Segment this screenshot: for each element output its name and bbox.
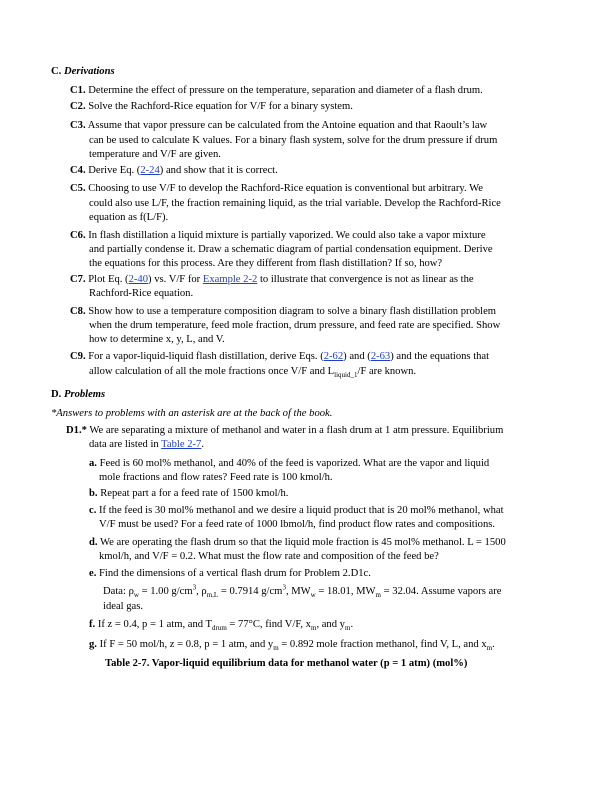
problem-d1-line2: data are listed in Table 2-7.: [89, 439, 204, 450]
item-c4: C4. Derive Eq. (2-24) and show that it is correct.: [70, 165, 278, 176]
item-c6-line3: the equations for this process. Are they different from flash distillation? If so, how?: [89, 258, 443, 269]
example-2-2-link[interactable]: Example 2-2: [202, 274, 258, 285]
item-c9: C9. For a vapor-liquid-liquid flash distillation, derive Eqs. (2-62) and (2-63) and the equations that: [70, 351, 490, 362]
part-d-line2: kmol/h, and V/F = 0.2. What must the flow rate and composition of the feed be?: [99, 551, 439, 562]
part-c-line2: V/F must be used? For a feed rate of 1000 lbmol/h, find product flow rates and compositions.: [99, 519, 496, 530]
item-c1: C1. Determine the effect of pressure on the temperature, separation and diameter of a flash drum.: [70, 85, 483, 96]
item-c7-line2: Rachford-Rice equation.: [89, 288, 194, 299]
part-e-data: Data: $\rho_w = 1.00$ $g/cm^3$, $\rho_{m,L} = 0.7914$ $g/cm^3$, $MW_w = 18.01$, $MW_m = 32.04$. Assume vapors are: [103, 583, 502, 600]
eq-2-62-link[interactable]: 2-62: [323, 351, 344, 362]
item-c3-line2: can be used to calculate K values. For a binary flash system, solve for the drum pressure if drum: [89, 135, 498, 146]
item-c6: C6. In flash distillation a liquid mixture is partially vaporized. We could also take a vapor mixture: [70, 230, 486, 241]
part-d: d. We are operating the flash drum so that the liquid mole fraction is 45 mol% methanol. L = 1500: [89, 537, 506, 548]
part-b: b. Repeat part a for a feed rate of 1500 kmol/h.: [89, 488, 289, 499]
section-d-heading: D. Problems: [51, 389, 106, 400]
eq-2-24-link[interactable]: 2-24: [140, 165, 160, 176]
table-2-7-caption: Table 2-7. Vapor-liquid equilibrium data for methanol water (p = 1 atm) (mol%): [105, 658, 468, 669]
item-c3-line3: temperature and V/F are given.: [89, 149, 221, 160]
item-c7: C7. Plot Eq. (2-40) vs. V/F for Example 2-2 to illustrate that convergence is not as linear as the: [70, 274, 474, 285]
part-a-line2: mole fractions and flow rates? Feed rate is 100 kmol/h.: [99, 472, 333, 483]
eq-2-63-link[interactable]: 2-63: [370, 351, 391, 362]
eq-2-40-link[interactable]: 2-40: [128, 274, 149, 285]
item-c9-line2: allow calculation of all the mole fractions once V/F and $L_{liquid\_1}/F$ are known.: [89, 366, 417, 380]
item-c2: C2. Solve the Rachford-Rice equation for V/F for a binary system.: [70, 101, 353, 112]
part-e-data-line2: ideal gas.: [103, 601, 144, 612]
item-c5-line3: equation as f(L/F).: [89, 212, 169, 223]
part-c: c. If the feed is 30 mol% methanol and we desire a liquid product that is 20 mol% methanol, what: [89, 505, 504, 516]
item-c8-line2: when the drum temperature, feed mole fraction, drum pressure, and feed rate are specified. Show: [89, 320, 501, 331]
part-a: a. Feed is 60 mol% methanol, and 40% of the feed is vaporized. What are the vapor and liquid: [89, 458, 490, 469]
table-2-7-link[interactable]: Table 2-7: [161, 439, 202, 450]
item-c5: C5. Choosing to use V/F to develop the Rachford-Rice equation is conventional but arbitrary. We: [70, 183, 483, 194]
part-g: g. If F = 50 mol/h, z = 0.8, p = 1 atm, and $y_m = 0.892$ mole fraction methanol, find V, L, and $x_m$.: [89, 639, 495, 653]
item-c8: C8. Show how to use a temperature composition diagram to solve a binary flash distillation problem: [70, 306, 497, 317]
item-c8-line3: how to determine x, y, L, and V.: [89, 334, 225, 345]
item-c3: C3. Assume that vapor pressure can be calculated from the Antoine equation and that Raoult’s law: [70, 120, 488, 131]
asterisk-note: *Answers to problems with an asterisk are at the back of the book.: [51, 408, 333, 419]
part-f: f. If z = 0.4, p = 1 atm, and $T_{drum} = 77^\circ C$, find V/F, $x_m$, and $y_m$.: [89, 619, 354, 633]
item-c6-line2: and partially condense it. Draw a schematic diagram of partial condensation equipment. Derive: [89, 244, 493, 255]
problem-d1: D1.* We are separating a mixture of methanol and water in a flash drum at 1 atm pressure. Equilibrium: [66, 425, 504, 436]
part-e: e. Find the dimensions of a vertical flash drum for Problem 2.D1c.: [89, 568, 371, 579]
section-c-heading: C. Derivations: [51, 66, 115, 77]
item-c5-line2: could also use L/F, the fraction remaining liquid, as the trial variable. Develop the Rachford-Rice: [89, 198, 501, 209]
